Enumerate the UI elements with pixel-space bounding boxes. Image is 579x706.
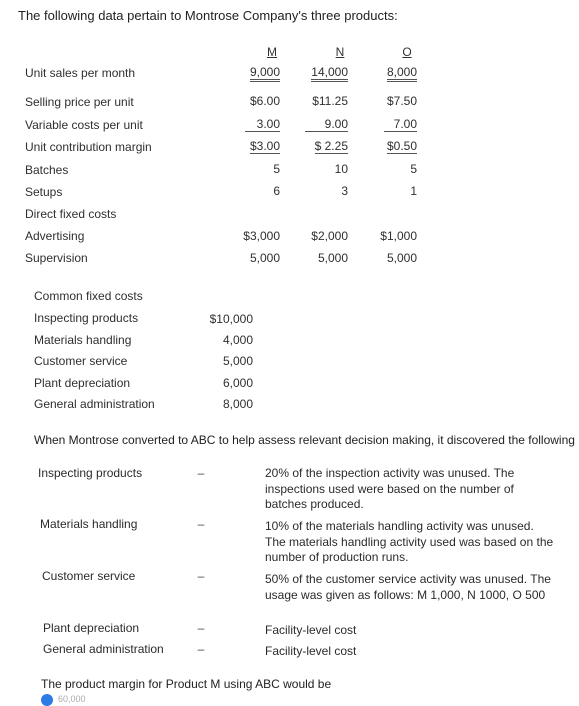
value-selling-price-n: $11.25 [312,94,348,108]
row-label-batches: Batches [25,163,69,177]
row-label-setups: Setups [25,185,63,199]
abc-desc-materials: 10% of the materials handling activity was unused. The materials handling activity used was based on the number of production runs. [265,519,554,564]
value-contribution-margin-m: $3.00 [249,139,280,153]
value-variable-costs-m: 3.00 [238,117,280,131]
row-label-selling-price: Selling price per unit [25,95,134,109]
answer-option-label[interactable]: 60,000 [58,694,86,704]
row-label-plant-depreciation: Plant depreciation [34,376,131,390]
value-plant-depreciation: 6,000 [222,376,253,390]
row-label-materials: Materials handling [34,333,132,347]
row-label-unit-sales: Unit sales per month [25,66,136,80]
value-advertising-n: $2,000 [311,229,348,243]
value-supervision-m: 5,000 [249,251,280,265]
answer-option-radio[interactable] [41,694,53,706]
value-unit-sales-o: 8,000 [372,65,417,79]
value-contribution-margin-n: $ 2.25 [314,139,348,153]
value-batches-n: 10 [334,162,348,176]
abc-intro: When Montrose converted to ABC to help assess relevant decision making, it discovered the following [34,433,575,447]
intro-text: The following data pertain to Montrose Company's three products: [18,8,398,23]
value-advertising-m: $3,000 [243,229,280,243]
value-advertising-o: $1,000 [380,229,417,243]
value-batches-o: 5 [410,162,417,176]
abc-label-plant-depreciation: Plant depreciation [43,621,140,635]
abc-desc-plant-depreciation: Facility-level cost [265,623,357,637]
value-batches-m: 5 [273,162,280,176]
row-label-inspecting: Inspecting products [34,311,139,325]
value-supervision-o: 5,000 [386,251,417,265]
value-inspecting: $10,000 [209,312,253,326]
abc-dash-general-admin: – [197,642,205,656]
row-label-customer-service: Customer service [34,354,128,368]
value-contribution-margin-o: $0.50 [386,139,417,153]
value-general-admin: 8,000 [222,397,253,411]
value-variable-costs-o: 7.00 [372,117,417,131]
abc-label-customer-service: Customer service [42,569,136,583]
row-label-variable-costs: Variable costs per unit [25,118,143,132]
abc-desc-customer-service: 50% of the customer service activity was unused. The usage was given as follows: M 1,000, N 1000, O 500 [265,572,551,602]
abc-dash-customer-service: – [197,569,205,583]
value-setups-m: 6 [273,184,280,198]
value-variable-costs-n: 9.00 [302,117,348,131]
row-label-general-admin: General administration [34,397,155,411]
value-unit-sales-m: 9,000 [238,65,280,79]
common-fixed-title: Common fixed costs [34,289,143,303]
abc-dash-plant-depreciation: – [197,621,205,635]
header-o: O [402,45,412,59]
abc-desc-inspecting: 20% of the inspection activity was unused. The inspections used were based on the number of batches produced. [265,466,515,511]
abc-label-inspecting: Inspecting products [38,466,143,480]
abc-label-materials: Materials handling [40,517,138,531]
value-materials: 4,000 [222,333,253,347]
value-unit-sales-n: 14,000 [302,65,348,79]
row-label-advertising: Advertising [25,229,85,243]
value-supervision-n: 5,000 [317,251,348,265]
value-selling-price-m: $6.00 [249,94,280,108]
row-label-contribution-margin: Unit contribution margin [25,140,152,154]
value-setups-o: 1 [410,184,417,198]
question-text: The product margin for Product M using ABC would be [41,677,332,691]
abc-desc-general-admin: Facility-level cost [265,644,357,658]
value-customer-service: 5,000 [222,354,253,368]
direct-fixed-title: Direct fixed costs [25,207,117,221]
value-selling-price-o: $7.50 [386,94,417,108]
abc-dash-materials: – [197,517,205,531]
value-setups-n: 3 [341,184,348,198]
abc-label-general-admin: General administration [43,642,164,656]
header-m: M [267,45,277,59]
header-n: N [335,45,345,59]
row-label-supervision: Supervision [25,251,88,265]
abc-dash-inspecting: – [197,466,205,480]
